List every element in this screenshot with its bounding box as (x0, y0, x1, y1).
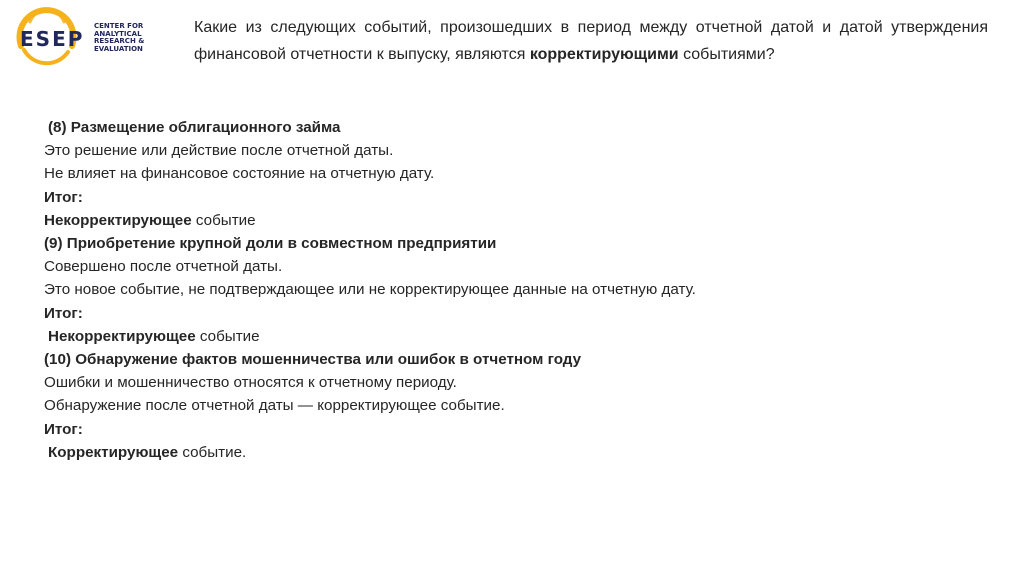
event-result (44, 441, 944, 464)
event-heading: (8) Размещение облигационного займа (48, 119, 341, 136)
result-suffix: событие (195, 327, 260, 345)
result-suffix: событие. (178, 443, 247, 461)
event-heading: (9) Приобретение крупной доли в совместном предприятии (44, 235, 497, 253)
result-suffix: событие (191, 211, 256, 229)
event-list (44, 116, 944, 464)
logo-subtitle-line: CENTER FOR (94, 22, 144, 30)
result-label: Итог: (44, 420, 83, 438)
event-result (44, 209, 944, 232)
logo-subtitle (94, 23, 174, 53)
logo (10, 6, 180, 66)
logo-wordmark: ESEP (20, 27, 85, 51)
logo-subtitle-line: RESEARCH & (94, 37, 145, 46)
question-part2: событиями? (678, 46, 775, 63)
event-explanation: Это решение или действие после отчетной даты. (44, 142, 394, 160)
result-label: Итог: (44, 304, 83, 322)
event-result (44, 325, 944, 348)
question-text (194, 14, 988, 68)
event-explanation: Совершено после отчетной даты. (44, 258, 283, 276)
event-explanation: Не влияет на финансовое состояние на отчетную дату. (44, 165, 435, 183)
event-explanation: Ошибки и мошенничество относятся к отчетному периоду. (44, 374, 457, 392)
question-part1: Какие из следующих событий, произошедших в период между отчетной датой и датой утверждения финансовой отчетности к выпуску, являются (194, 19, 988, 63)
logo-subtitle-line: ANALYTICAL (94, 29, 142, 38)
event-heading: (10) Обнаружение фактов мошенничества или ошибок в отчетном году (44, 351, 582, 369)
result-label: Итог: (44, 188, 83, 206)
logo-subtitle-line: EVALUATION (94, 44, 143, 53)
event-explanation: Это новое событие, не подтверждающее или не корректирующее данные на отчетную дату. (44, 281, 696, 299)
result-type: Некорректирующее (44, 211, 192, 229)
result-type: Некорректирующее (48, 327, 196, 345)
result-type: Корректирующее (48, 443, 179, 461)
event-explanation: Обнаружение после отчетной даты — корректирующее событие. (44, 397, 505, 415)
question-emphasis: корректирующими (529, 46, 679, 63)
